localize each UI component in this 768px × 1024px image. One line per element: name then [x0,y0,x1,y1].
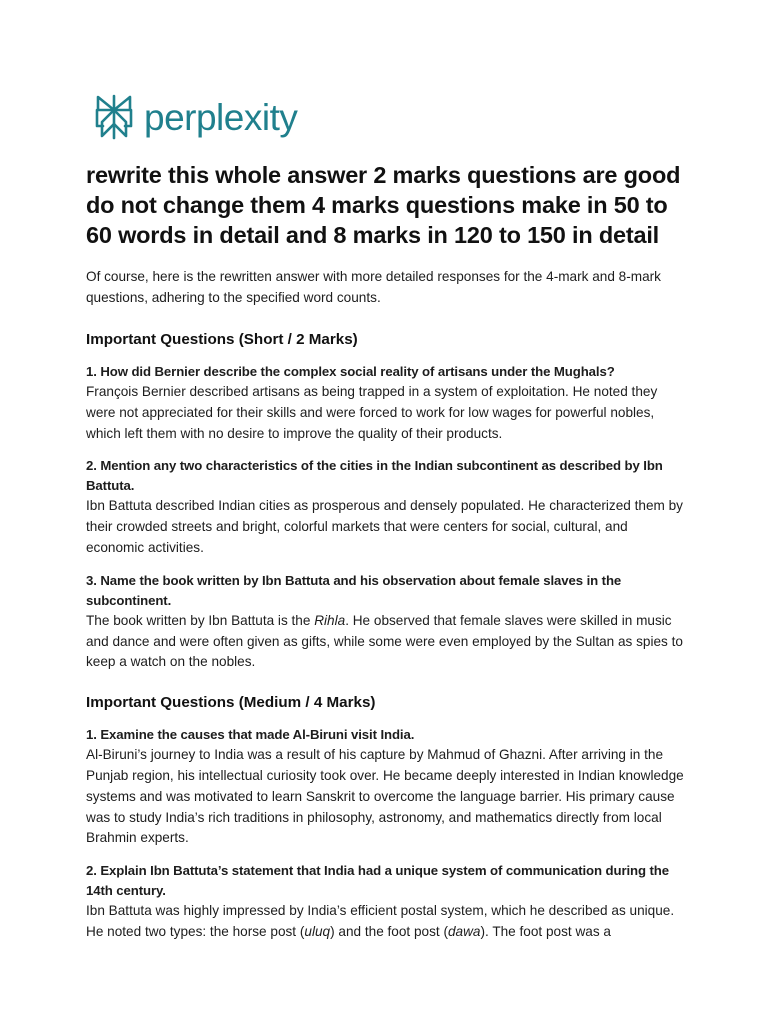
question-title: rewrite this whole answer 2 marks questions are good do not change them 4 marks questions make in 50 to 60 words in detail and 8 marks in 120 to 150 in detail [86,162,681,248]
section-heading: Important Questions (Medium / 4 Marks) [86,694,376,712]
question-text: 2. Mention any two characteristics of the cities in the Indian subcontinent as described by Ibn Battuta. [86,458,663,494]
question-item [86,456,686,558]
question-text: 1. How did Bernier describe the complex social reality of artisans under the Mughals? [86,364,615,379]
intro-paragraph: Of course, here is the rewritten answer with more detailed responses for the 4-mark and 8-mark questions, adhering to the specified word counts. [86,269,661,305]
book-title-emphasis: Rihla [314,612,346,628]
question-text: 2. Explain Ibn Battuta’s statement that India had a unique system of communication during the 14th century. [86,863,669,899]
question-text: 3. Name the book written by Ibn Battuta and his observation about female slaves in the subcontinent. [86,572,622,608]
answer-content [86,160,686,943]
perplexity-logo [94,94,297,140]
answer-text [86,611,686,673]
answer-text-part: ). The foot post was a [480,923,611,939]
question-item [86,861,686,943]
answer-text-part: Ibn Battuta was highly impressed by India’s efficient postal system, which he described as unique. He noted two types: the horse post ( [86,903,675,939]
answer-text-part: ) and the foot post ( [330,923,448,939]
section-medium-marks [86,693,686,943]
answer-text: Al-Biruni’s journey to India was a result of his capture by Mahmud of Ghazni. After arriving in the Punjab region, his intellectual curiosity took over. He became deeply interested in Indian knowledge systems and was motivated to learn Sanskrit to overcome the language barrier. His primary cause was to study India’s rich traditions in philosophy, astronomy, and mathematics directly from local Brahmin experts. [86,747,684,846]
question-text: 1. Examine the causes that made Al-Biruni visit India. [86,727,415,743]
answer-text: François Bernier described artisans as being trapped in a system of exploitation. He noted they were not appreciated for their skills and were forced to work for low wages for powerful nobles, which left them with no desire to improve the quality of their products. [86,384,658,441]
section-short-marks [86,330,686,673]
answer-text [86,901,686,943]
answer-text: Ibn Battuta described Indian cities as prosperous and densely populated. He characterized them by their crowded streets and bright, colorful markets that were centers for social, cultural, and economic activities. [86,498,683,555]
brand-name: perplexity [144,96,298,138]
question-item [86,362,686,444]
question-item [86,571,686,673]
term-emphasis: uluq [304,923,331,939]
section-heading: Important Questions (Short / 2 Marks) [86,331,358,348]
term-emphasis: dawa [447,923,481,939]
question-item [86,725,686,849]
answer-text-part: The book written by Ibn Battuta is the [86,612,315,628]
perplexity-logo-icon [94,94,134,140]
answer-text-part: . He observed that female slaves were skilled in music and dance and were often given as gifts, while some were even employed by the Sultan as spies to keep a watch on the nobles. [86,612,683,670]
